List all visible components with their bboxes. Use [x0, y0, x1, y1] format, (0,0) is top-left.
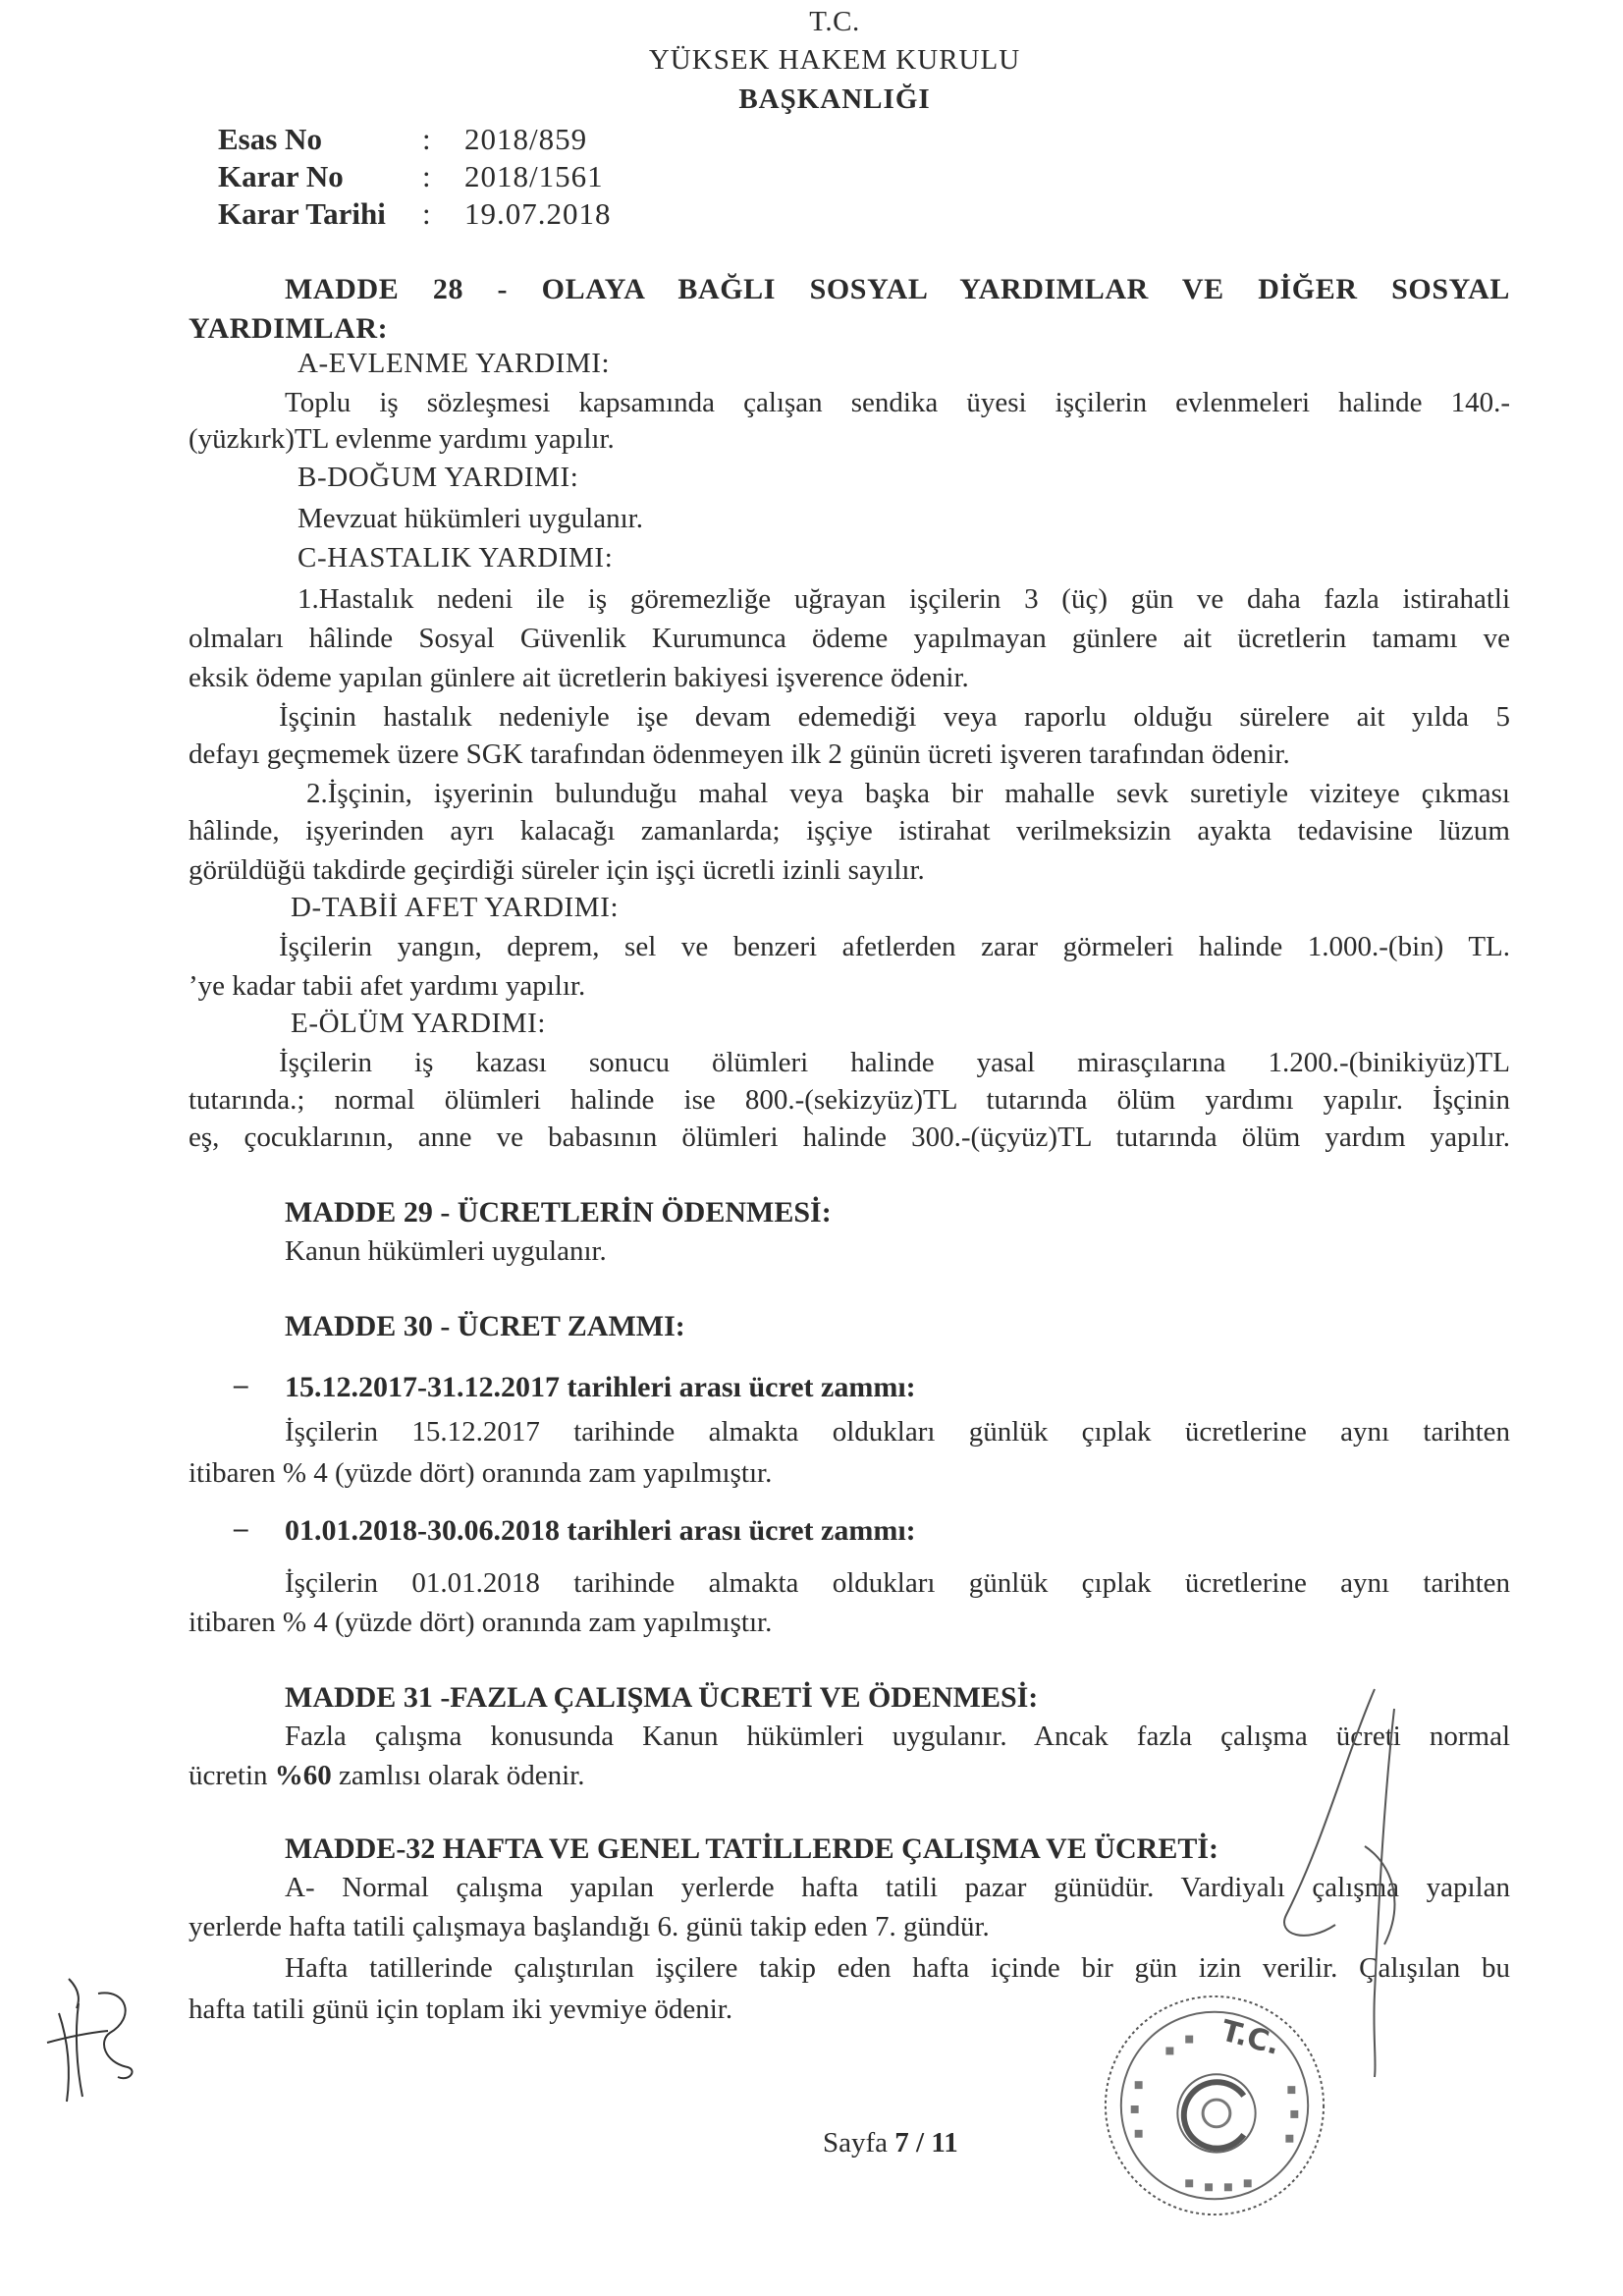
m31-line1: Fazla çalışma konusunda Kanun hükümleri uygulanır. Ancak fazla çalışma ücreti normal	[285, 1721, 1510, 1752]
m30-period1-line2: itibaren % 4 (yüzde dört) oranında zam yapılmıştır.	[189, 1457, 773, 1489]
meta-tarih-label: Karar Tarihi	[218, 196, 386, 231]
meta-esas-colon: :	[422, 122, 431, 156]
m30-period1-heading: 15.12.2017-31.12.2017 tarihleri arası ücret zammı:	[285, 1371, 916, 1403]
meta-tarih-value: 19.07.2018	[464, 196, 612, 231]
m30-dash-1: –	[234, 1369, 248, 1400]
m28-c1b-line2: defayı geçmemek üzere SGK tarafından ödenmeyen ilk 2 günün ücreti işveren tarafından ödenir.	[189, 738, 1290, 770]
m31-line2-c: zamlısı olarak ödenir.	[331, 1760, 585, 1791]
m28-e-line2: tutarında.; normal ölümleri halinde ise 800.-(sekizyüz)TL tutarında ölüm yardımı yapılır. İşçinin	[189, 1084, 1510, 1116]
m28-c1-line3: eksik ödeme yapılan günlere ait ücretlerin bakiyesi işverence ödenir.	[189, 662, 969, 693]
m32-b-line2: hafta tatili günü için toplam iki yevmiye ödenir.	[189, 1994, 733, 2025]
page-prefix: Sayfa	[823, 2127, 895, 2159]
m30-dash-2: –	[234, 1512, 248, 1544]
handwritten-initials-icon	[39, 1974, 147, 2111]
meta-esas-label: Esas No	[218, 122, 322, 156]
stamp-text: T.C.	[1217, 2013, 1284, 2062]
m28-b-heading: B-DOĞUM YARDIMI:	[298, 462, 579, 493]
m32-a-line2: yerlerde hafta tatili çalışmaya başlandığı 6. günü takip eden 7. gündür.	[189, 1911, 990, 1942]
m28-c1-line1: 1.Hastalık nedeni ile iş göremezliğe uğrayan işçilerin 3 (üç) gün ve daha fazla istirahatli	[298, 583, 1510, 615]
m30-period2-line2: itibaren % 4 (yüzde dört) oranında zam yapılmıştır.	[189, 1607, 773, 1638]
m30-period2-heading: 01.01.2018-30.06.2018 tarihleri arası ücret zammı:	[285, 1514, 916, 1547]
m29-title: MADDE 29 - ÜCRETLERİN ÖDENMESİ:	[285, 1196, 832, 1229]
meta-karar-label: Karar No	[218, 159, 344, 193]
m28-c2-line2: hâlinde, işyerinden ayrı kalacağı zamanlarda; işçiye istirahat verilmeksizin ayakta tedavisine lüzum	[189, 815, 1510, 847]
m28-c-heading: C-HASTALIK YARDIMI:	[298, 542, 614, 574]
m28-title-line1: MADDE 28 - OLAYA BAĞLI SOSYAL YARDIMLAR VE DİĞER SOSYAL	[285, 273, 1510, 305]
meta-karar-value: 2018/1561	[464, 159, 604, 193]
m28-e-line1: İşçilerin iş kazası sonucu ölümleri halinde yasal mirasçılarına 1.200.-(binikiyüz)TL	[279, 1047, 1510, 1078]
m31-percent: %60	[274, 1760, 332, 1791]
m28-c2-line1: 2.İşçinin, işyerinin bulunduğu mahal veya başka bir mahalle sevk suretiyle viziteye çıkması	[306, 778, 1510, 809]
m28-title-line2: YARDIMLAR:	[189, 312, 389, 345]
m28-d-heading: D-TABİİ AFET YARDIMI:	[291, 892, 620, 923]
header-office: BAŞKANLIĞI	[738, 83, 931, 115]
meta-karar-colon: :	[422, 159, 431, 193]
m28-c1b-line1: İşçinin hastalık nedeniyle işe devam edemediği veya raporlu olduğu sürelere ait yılda 5	[279, 701, 1510, 733]
m28-b-line1: Mevzuat hükümleri uygulanır.	[298, 503, 643, 534]
m29-text: Kanun hükümleri uygulanır.	[285, 1235, 607, 1267]
m28-c2-line3: görüldüğü takdirde geçirdiği süreler için işçi ücretli izinli sayılır.	[189, 854, 925, 886]
m28-a-line1: Toplu iş sözleşmesi kapsamında çalışan sendika üyesi işçilerin evlenmeleri halinde 140.-	[285, 387, 1510, 418]
m32-title: MADDE-32 HAFTA VE GENEL TATİLLERDE ÇALIŞMA VE ÜCRETİ:	[285, 1832, 1219, 1865]
meta-esas-value: 2018/859	[464, 122, 588, 156]
official-seal-stamp-icon	[1098, 1989, 1331, 2222]
meta-tarih-colon: :	[422, 196, 431, 231]
m31-line2	[189, 1760, 584, 1792]
header-institution: YÜKSEK HAKEM KURULU	[648, 44, 1021, 76]
header-country: T.C.	[809, 6, 860, 37]
m28-e-line3: eş, çocuklarının, anne ve babasının ölümleri halinde 300.-(üçyüz)TL tutarında ölüm yardım yapılır.	[189, 1121, 1510, 1153]
m31-line2-a: ücretin	[189, 1760, 275, 1791]
m31-title: MADDE 31 -FAZLA ÇALIŞMA ÜCRETİ VE ÖDENMESİ:	[285, 1681, 1039, 1714]
page-num: 7 / 11	[894, 2127, 958, 2159]
m30-period2-line1: İşçilerin 01.01.2018 tarihinde almakta oldukları günlük çıplak ücretlerine aynı tarihten	[285, 1567, 1510, 1599]
m28-c1-line2: olmaları hâlinde Sosyal Güvenlik Kurumunca ödeme yapılmayan günlere ait ücretlerin tamamı ve	[189, 623, 1510, 654]
page-number	[823, 2127, 958, 2159]
m28-d-line2: ’ye kadar tabii afet yardımı yapılır.	[189, 970, 586, 1002]
m30-title: MADDE 30 - ÜCRET ZAMMI:	[285, 1310, 685, 1342]
m32-b-line1: Hafta tatillerinde çalıştırılan işçilere takip eden hafta içinde bir gün izin verilir. Çalışılan bu	[285, 1952, 1510, 1984]
m28-a-heading: A-EVLENME YARDIMI:	[298, 348, 611, 379]
m32-a-line1: A- Normal çalışma yapılan yerlerde hafta tatili pazar günüdür. Vardiyalı çalışma yapılan	[285, 1872, 1510, 1903]
m30-period1-line1: İşçilerin 15.12.2017 tarihinde almakta oldukları günlük çıplak ücretlerine aynı tarihten	[285, 1416, 1510, 1448]
m28-e-heading: E-ÖLÜM YARDIMI:	[291, 1008, 547, 1039]
m28-a-line2: (yüzkırk)TL evlenme yardımı yapılır.	[189, 423, 615, 455]
m28-d-line1: İşçilerin yangın, deprem, sel ve benzeri afetlerden zarar görmeleri halinde 1.000.-(bin) TL.	[279, 931, 1510, 962]
